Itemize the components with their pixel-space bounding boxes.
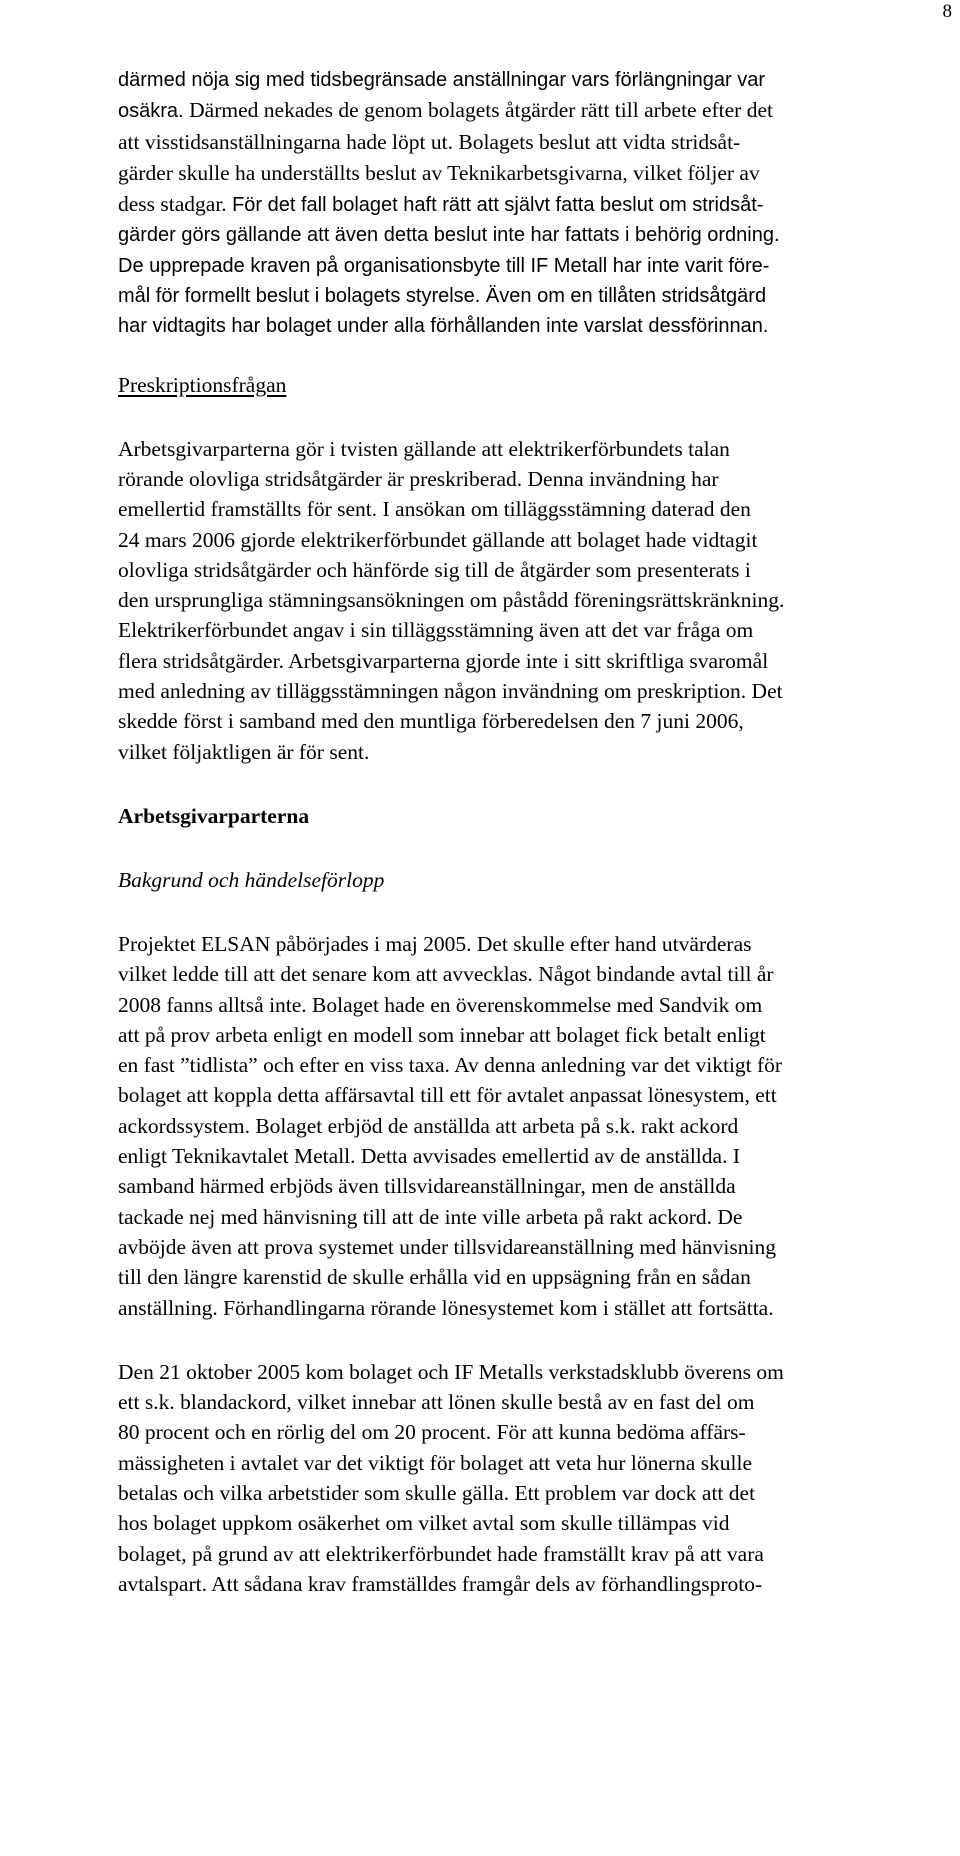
text-line: avtalspart. Att sådana krav framställdes framgår dels av förhandlingsproto- — [118, 1571, 763, 1596]
subheading-bakgrund: Bakgrund och händelseförlopp — [118, 867, 385, 892]
text-line: emellertid framställts för sent. I ansökan om tilläggsstämning daterad den — [118, 497, 751, 522]
text-line: Elektrikerförbundet angav i sin tilläggsstämning även att det var fråga om — [118, 618, 754, 643]
text-line: bolaget, på grund av att elektrikerförbundet hade framställt krav på att vara — [118, 1541, 764, 1566]
text-line: hos bolaget uppkom osäkerhet om vilket avtal som skulle tillämpas vid — [118, 1511, 730, 1536]
text-line: gärder görs gällande att även detta beslut inte har fattats i behörig ordning. — [118, 224, 780, 247]
text-line: 24 mars 2006 gjorde elektrikerförbundet gällande att bolaget hade vidtagit — [118, 527, 758, 552]
text-line: en fast ”tidlista” och efter en viss taxa. Av denna anledning var det viktigt för — [118, 1053, 783, 1078]
text-line: olovliga stridsåtgärder och hänförde sig till de åtgärder som presenterats i — [118, 557, 751, 582]
text-line: flera stridsåtgärder. Arbetsgivarparterna gjorde inte i sitt skriftliga svaromål — [118, 648, 769, 673]
text-line: har vidtagits har bolaget under alla förhållanden inte varslat dessförinnan. — [118, 315, 769, 338]
text-line: samband härmed erbjöds även tillsvidareanställningar, men de anställda — [118, 1174, 736, 1199]
text-line: vilket följaktligen är för sent. — [118, 739, 370, 764]
text-line: att på prov arbeta enligt en modell som innebar att bolaget fick betalt enligt — [118, 1022, 766, 1047]
document-body — [118, 65, 958, 1599]
text-line: bolaget att koppla detta affärsavtal till ett för avtalet anpassat lönesystem, ett — [118, 1083, 777, 1108]
text-line: Arbetsgivarparterna gör i tvisten gällande att elektrikerförbundets talan — [118, 436, 730, 461]
text-line: 2008 fanns alltså inte. Bolaget hade en överenskommelse med Sandvik om — [118, 992, 763, 1017]
text-line: dess stadgar. För det fall bolaget haft rätt att självt fatta beslut om stridsåt- — [118, 192, 764, 217]
text-line: den ursprungliga stämningsansökningen om påstådd föreningsrättskränkning. — [118, 588, 785, 613]
text-line: rörande olovliga stridsåtgärder är preskriberad. Denna invändning har — [118, 466, 719, 491]
section-heading-preskription: Preskriptionsfrågan — [118, 372, 287, 397]
paragraph-claims — [118, 65, 958, 342]
text-line: vilket ledde till att det senare kom att avvecklas. Något bindande avtal till år — [118, 962, 774, 987]
text-line: enligt Teknikavtalet Metall. Detta avvisades emellertid av de anställda. I — [118, 1144, 740, 1169]
text-line: ett s.k. blandackord, vilket innebar att lönen skulle bestå av en fast del om — [118, 1390, 755, 1415]
text-line: att visstidsanställningarna hade löpt ut. Bolagets beslut att vidta stridsåt- — [118, 129, 741, 154]
text-line: Den 21 oktober 2005 kom bolaget och IF Metalls verkstadsklubb överens om — [118, 1359, 784, 1384]
text-line: anställning. Förhandlingarna rörande lönesystemet kom i stället att fortsätta. — [118, 1295, 774, 1320]
text-line: Projektet ELSAN påbörjades i maj 2005. Det skulle efter hand utvärderas — [118, 931, 752, 956]
text-line: med anledning av tilläggsstämningen någon invändning om preskription. Det — [118, 679, 783, 704]
text-line: mässigheten i avtalet var det viktigt för bolaget att veta hur lönerna skulle — [118, 1450, 753, 1475]
section-heading-arbetsgivarparterna: Arbetsgivarparterna — [118, 803, 310, 828]
page-number: 8 — [942, 1, 952, 22]
text-line: gärder skulle ha underställts beslut av Teknikarbetsgivarna, vilket följer av — [118, 160, 760, 185]
paragraph-blandackord — [118, 1357, 958, 1599]
text-line: avböjde även att prova systemet under tillsvidareanställning med hänvisning — [118, 1234, 776, 1259]
text-line: till den längre karenstid de skulle erhålla vid en uppsägning från en sådan — [118, 1265, 751, 1290]
text-line: osäkra. Därmed nekades de genom bolagets åtgärder rätt till arbete efter det — [118, 98, 773, 123]
text-line: ackordssystem. Bolaget erbjöd de anställda att arbeta på s.k. rakt ackord — [118, 1113, 739, 1138]
paragraph-preskription — [118, 434, 958, 767]
text-line: De upprepade kraven på organisationsbyte till IF Metall har inte varit före- — [118, 254, 770, 277]
text-line: skedde först i samband med den muntliga förberedelsen den 7 juni 2006, — [118, 709, 744, 734]
text-line: mål för formellt beslut i bolagets styrelse. Även om en tillåten stridsåtgärd — [118, 285, 767, 308]
text-line: tackade nej med hänvisning till att de inte ville arbeta på rakt ackord. De — [118, 1204, 743, 1229]
text-line: därmed nöja sig med tidsbegränsade anställningar vars förlängningar var — [118, 69, 766, 91]
text-line: 80 procent och en rörlig del om 20 procent. För att kunna bedöma affärs- — [118, 1420, 746, 1445]
paragraph-bakgrund — [118, 929, 958, 1323]
text-line: betalas och vilka arbetstider som skulle gälla. Ett problem var dock att det — [118, 1480, 756, 1505]
